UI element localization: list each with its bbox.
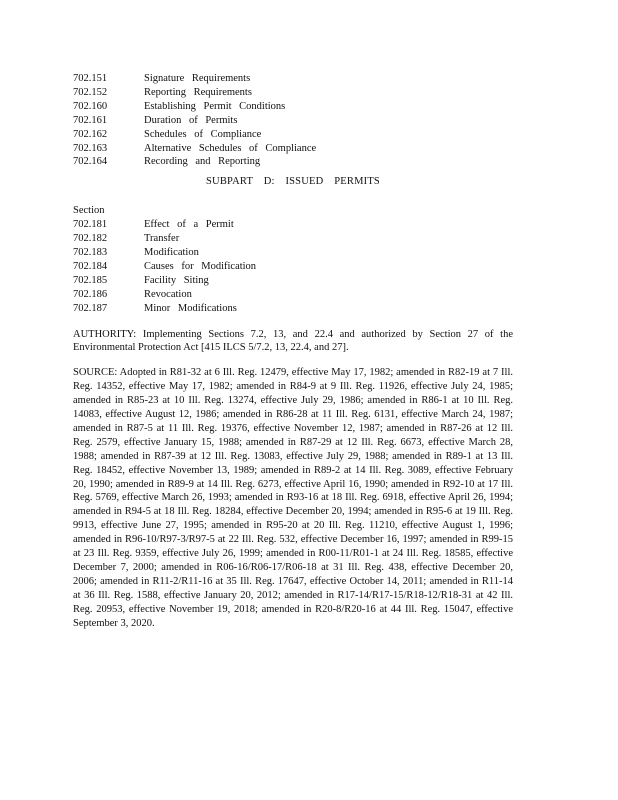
- toc-row: [73, 114, 513, 128]
- toc-row: [73, 232, 513, 246]
- section-number: 702.152: [73, 86, 108, 98]
- section-number: 702.162: [73, 128, 108, 140]
- section-title: Signature Requirements: [144, 73, 251, 84]
- toc-row: [73, 274, 513, 288]
- section-number: 702.186: [73, 288, 108, 300]
- toc-row: [73, 128, 513, 142]
- section-title: Schedules of Compliance: [144, 128, 262, 140]
- section-title: Recording and Reporting: [144, 156, 261, 168]
- subpart-heading: SUBPART D: ISSUED PERMITS: [206, 176, 380, 188]
- toc-row: [73, 86, 513, 100]
- authority-note: AUTHORITY: Implementing Sections 7.2, 13, and 22.4 and authorized by Section 27 of the Environmental Protection Act [415 ILCS 5/7.2, 13, 22.4, and 27].: [73, 328, 513, 354]
- toc-row: [73, 155, 513, 169]
- section-number: 702.183: [73, 246, 108, 258]
- section-title: Effect of a Permit: [144, 219, 234, 231]
- section-number: 702.164: [73, 156, 108, 168]
- toc-row: [73, 302, 513, 316]
- toc-row: [73, 218, 513, 232]
- section-number: 702.160: [73, 100, 108, 112]
- section-number: 702.163: [73, 142, 108, 154]
- toc-row: [73, 246, 513, 260]
- section-title: Causes for Modification: [144, 260, 257, 272]
- section-title: Modification: [144, 246, 199, 258]
- section-number: 702.161: [73, 114, 108, 126]
- toc-row: [73, 260, 513, 274]
- section-label: Section: [73, 205, 105, 217]
- section-number: 702.182: [73, 233, 108, 245]
- toc-row: [73, 100, 513, 114]
- toc-row: [73, 72, 513, 86]
- section-title: Facility Siting: [144, 274, 209, 286]
- section-title: Revocation: [144, 288, 192, 300]
- section-title: Duration of Permits: [144, 114, 238, 126]
- source-note: SOURCE: Adopted in R81-32 at 6 Ill. Reg. 12479, effective May 17, 1982; amended in R82-19 at 7 Ill. Reg. 14352, effective May 17, 1982; amended in R84-9 at 9 Ill. Reg. 11926, effective July 24, 1985; amended in R85-23 at 10 Ill. Reg. 13274, effective July 29, 1986; amended in R86-1 at 10 Ill. Reg. 14083, effective August 12, 1986; amended in R86-28 at 11 Ill. Reg. 6131, effective March 24, 1987; amended in R87-5 at 11 Ill. Reg. 19376, effective November 12, 1987; amended in R87-26 at 12 Ill. Reg. 2579, effective January 15, 1988; amended in R87-29 at 12 Ill. Reg. 6673, effective March 28, 1988; amended in R87-39 at 12 Ill. Reg. 13083, effective July 29, 1988; amended in R89-1 at 13 Ill. Reg. 18452, effective November 13, 1989; amended in R89-2 at 14 Ill. Reg. 3089, effective February 20, 1990; amended in R89-9 at 14 Ill. Reg. 6273, effective April 16, 1990; amended in R92-10 at 17 Ill. Reg. 5769, effective March 26, 1993; amended in R93-16 at 18 Ill. Reg. 6918, effective April 26, 1994; amended in R94-5 at 18 Ill. Reg. 18284, effective December 20, 1994; amended in R95-6 at 19 Ill. Reg. 9913, effective June 27, 1995; amended in R95-20 at 20 Ill. Reg. 11210, effective August 1, 1996; amended in R96-10/R97-3/R97-5 at 22 Ill. Reg. 532, effective December 16, 1997; amended in R99-15 at 23 Ill. Reg. 9359, effective July 26, 1999; amended in R00-11/R01-1 at 24 Ill. Reg. 18585, effective December 7, 2000; amended in R06-16/R06-17/R06-18 at 31 Ill. Reg. 438, effective December 20, 2006; amended in R11-2/R11-16 at 35 Ill. Reg. 17647, effective October 14, 2011; amended in R11-14 at 36 Ill. Reg. 1588, effective January 20, 2012; amended in R17-14/R17-15/R18-12/R18-31 at 42 Ill. Reg. 20953, effective November 19, 2018; amended in R20-8/R20-16 at 44 Ill. Reg. 15047, effective September 3, 2020.: [73, 367, 513, 629]
- section-title: Transfer: [144, 233, 180, 245]
- section-title: Establishing Permit Conditions: [144, 100, 286, 112]
- section-number: 702.185: [73, 274, 108, 286]
- document-page: [73, 72, 513, 631]
- section-title: Reporting Requirements: [144, 86, 252, 98]
- toc-row: [73, 142, 513, 156]
- section-title: Alternative Schedules of Compliance: [144, 142, 317, 154]
- toc-subpart: [73, 218, 513, 315]
- section-number: 702.187: [73, 302, 108, 314]
- toc-top: [73, 72, 513, 169]
- section-number: 702.151: [73, 73, 108, 84]
- toc-row: [73, 288, 513, 302]
- section-number: 702.184: [73, 260, 108, 272]
- section-title: Minor Modifications: [144, 302, 237, 314]
- section-number: 702.181: [73, 219, 108, 231]
